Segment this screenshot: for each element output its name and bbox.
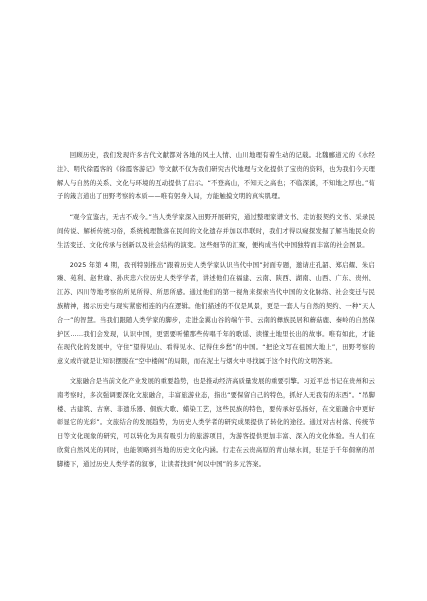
paragraph-feature-topic: 2025 年第 4 期，我刊特别推出“跟着历史人类学家认识当代中国”封面专题，邀请庄孔韶、郑启耀、朱启臻、苑利、赵世瑜、孙庆忠六位历史人类学学者，讲述他们在福建、云南、陕西、湖南、山西、广东、贵州、江苏、四川等地考察的所见所得、所思所感。通过他们的第一视角来探索当代中国的文化脉络、社会变迁与民族精神，揭示历史与现实紧密相连的内在逻辑。他们描述的不仅是风景，更是一套人与自然的契约、一种“天人合一”的智慧。当我们跟随人类学家的脚步，走进金翼山谷的端午节、云南的彝族民居和蘑菇鹿、秦岭的自然保护区……我们会发现，认识中国，更需要听懂那些传唱千年的歌谣、读懂土地里长出的故事。唯有如此，才能在现代化的发展中，守住“望得见山、看得见水、记得住乡愁”的中国。“把论文写在祖国大地上”，田野考察的意义或许就是让知识摆脱在“空中楼阁”的局限，而在泥土与烟火中寻找属于这个时代的文明答案。 [57, 261, 375, 366]
paragraph-fieldwork: “观今宜鉴古，无古不成今。”当人类学家深入田野开展研究，通过整理家谱文书、走访报契约文书、采录民间传说、解析传统习俗，系统梳理散落在民间的文化遗存并加以串联时，我们才得以窥探发掘了解当地民众的生活变迁、文化传承与创新以及社会结构的演变。这些细节的汇聚，便构成当代中国独特而丰富的社会图景。 [57, 214, 375, 249]
article-body [57, 149, 375, 472]
paragraph-culture-tourism: 文旅融合是当前文化产业发展的重要趋势，也是推动经济高质量发展的重要引擎。习近平总书记在贵州和云南考察时，多次强调要深化文旅融合，丰富旅游业态，指出“要保留自己的特色，抓好人无我有的东西”。“吊脚楼、古建筑、古寨、非遗乐器、侗族大歌、蜡染工艺，这些民族的特色，要传承好弘扬好，在文旅融合中更好彰显它的光彩”。文旅结合的发展趋势，为历史人类学者的研究成果提供了转化的途径。通过对古村落、传统节日等文化现象的研究，可以转化为具有吸引力的旅游项目，为游客提供更加丰富、深入的文化体验。当人们在欣赏自然风光的同时，也能领略到当地的历史文化内涵。行走在云贵高原的青山绿水间，驻足于千年侗寨的吊脚楼下，通过历史人类学者的叙事，让读者找到“何以中国”的多元答案。 [57, 377, 375, 468]
paragraph-history: 回顾历史，我们发现许多古代文献都对各地的风土人情、山川地理有着生动的记载。北魏郦道元的《水经注》、明代徐霞客的《徐霞客游记》等文献不仅为我们研究古代地理与文化提供了宝贵的资料，也为我们今天理解人与自然的关系、文化与环境的互动提供了启示。“不登高山，不知天之高也；不临深溪，不知地之厚也。”荀子的箴言道出了田野考察的本质——唯有躬身入局，方能触摸文明的真实肌理。 [57, 152, 375, 201]
